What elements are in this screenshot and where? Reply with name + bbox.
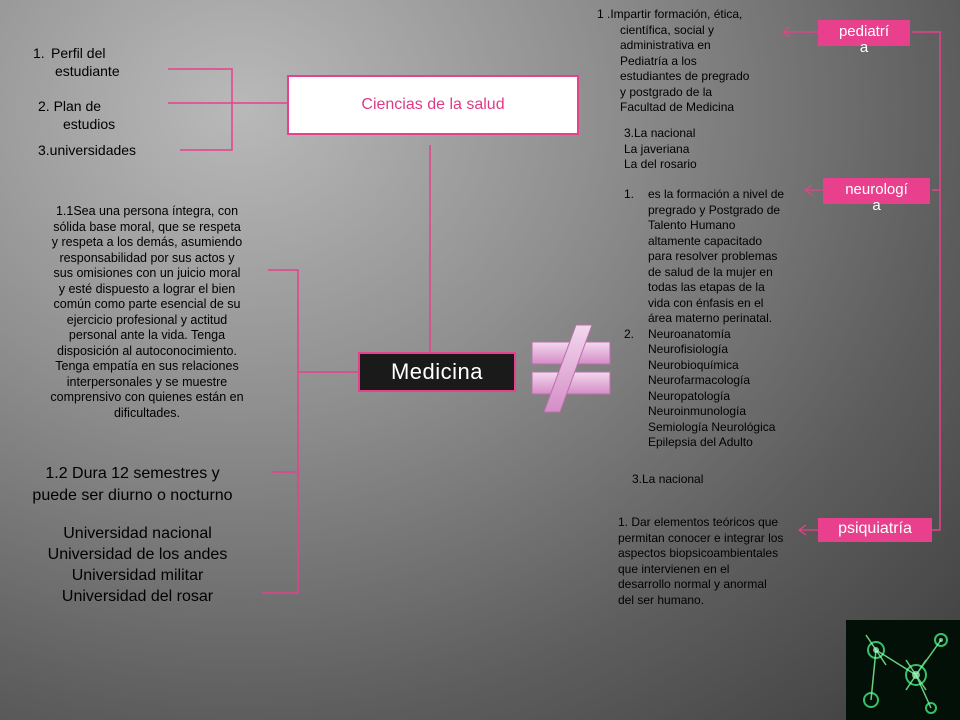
ciencias-de-la-salud-node[interactable]: Ciencias de la salud (287, 75, 579, 135)
neurologia-objective-line: Talento Humano (648, 218, 736, 232)
psiquiatria-objective-line: permitan conocer e integrar los (618, 530, 784, 545)
university-item: Universidad de los andes (47, 546, 228, 563)
neurologia-node[interactable] (823, 178, 930, 214)
item-plan-label-2: estudios (63, 116, 116, 132)
pediatria-objective-line: Pediatría a los (620, 53, 697, 68)
neuro-num-2: 2. (624, 326, 635, 341)
pediatria-universities (624, 126, 774, 173)
left-bracket (168, 69, 232, 150)
perfil-line: responsabilidad por sus actos y (59, 250, 235, 265)
not-equal-icon (532, 325, 610, 412)
neurologia-label-2: a (872, 197, 881, 214)
perfil-line: 1.1Sea una persona íntegra, con (55, 204, 239, 218)
item-plan-label: 2. Plan de (38, 98, 102, 114)
perfil-line: y esté dispuesto a lograr el bien (58, 281, 236, 296)
neurologia-subject-line: Neuropatología (648, 388, 731, 403)
university-item: Universidad militar (71, 567, 204, 584)
green-cells-image (846, 620, 960, 720)
neurologia-objective-line: vida con énfasis en el (648, 295, 764, 310)
pediatria-objective-line: 1 .Impartir formación, ética, (597, 7, 743, 21)
neurologia-objective (648, 187, 784, 327)
perfil-line: comprensivo con quienes están en (50, 390, 244, 404)
neurologia-subjects (648, 327, 775, 451)
neurologia-objective-line: área materno perinatal. (648, 311, 773, 325)
item-perfil-label-2: estudiante (55, 63, 120, 79)
perfil-line: disposición al autoconocimiento. (57, 343, 237, 358)
university-item: Universidad nacional (63, 525, 212, 542)
pediatria-university-line: La del rosario (624, 157, 697, 171)
neurologia-subject-line: Neurofisiología (648, 342, 729, 356)
neurologia-objective-line: para resolver problemas (648, 249, 778, 263)
left-list-item-perfil (33, 44, 120, 80)
perfil-line: interpersonales y se muestre (66, 374, 228, 389)
neurologia-label: neurologí (845, 181, 908, 198)
psiquiatria-node[interactable]: psiquiatría (818, 518, 932, 542)
neurologia-university: 3.La nacional (632, 472, 704, 486)
neurologia-objective-line: es la formación a nivel de (648, 187, 785, 201)
right-bracket (912, 32, 940, 530)
psiquiatria-objective-line: del ser humano. (618, 592, 705, 607)
perfil-line: ejercicio profesional y actitud (66, 312, 228, 327)
perfil-line: personal ante la vida. Tenga (68, 328, 226, 342)
perfil-line: y respeta a los demás, asumiendo (51, 235, 243, 249)
pediatria-objective-line: estudiantes de pregrado (620, 69, 750, 83)
perfil-line: común como parte esencial de su (53, 297, 241, 311)
psiquiatria-objective-line: aspectos biopsicoambientales (618, 546, 779, 560)
pediatria-university-line: 3.La nacional (624, 126, 696, 140)
pediatria-label-2: a (859, 39, 869, 56)
neurologia-subject-line: Neurofarmacología (648, 373, 751, 387)
pediatria-objective (597, 7, 777, 116)
university-item: Universidad del rosar (61, 588, 214, 605)
psiquiatria-objective (618, 515, 803, 608)
neuro-num-1: 1. (624, 187, 635, 201)
universidades-list (15, 523, 260, 607)
list-num-1: 1. (33, 45, 45, 61)
duracion-line-1: 1.2 Dura 12 semestres y (45, 465, 220, 482)
neurologia-subject-line: Neuroanatomía (648, 326, 731, 341)
perfil-line: sus omisiones con un juicio moral (53, 266, 241, 280)
pediatria-objective-line: científica, social y (620, 22, 715, 37)
pediatria-objective-line: administrativa en (620, 38, 711, 52)
perfil-line: Tenga empatía en sus relaciones (55, 359, 239, 373)
neurologia-objective-line: pregrado y Postgrado de (648, 202, 781, 217)
pediatria-node[interactable] (818, 20, 910, 56)
perfil-line: dificultades. (113, 405, 180, 420)
neurologia-objective-line: altamente capacitado (648, 233, 763, 248)
duracion-text (0, 463, 265, 507)
psiquiatria-objective-line: que intervienen en el (618, 561, 730, 576)
neurologia-subject-line: Neurobioquímica (648, 357, 739, 372)
neurologia-objective-line: de salud de la mujer en (648, 264, 773, 279)
psiquiatria-objective-line: 1. Dar elementos teóricos que (618, 515, 779, 529)
item-perfil-label: Perfil del (51, 45, 106, 61)
pediatria-label: pediatrí (838, 23, 890, 40)
perfil-description (22, 204, 272, 421)
neurologia-subject-line: Neuroinmunología (648, 404, 747, 418)
perfil-line: sólida base moral, que se respeta (53, 219, 241, 234)
neurologia-content (624, 187, 804, 451)
psiquiatria-objective-line: desarrollo normal y anormal (618, 577, 767, 591)
pediatria-objective-line: y postgrado de la (620, 84, 713, 99)
pediatria-university-line: La javeriana (624, 141, 690, 156)
medicina-node[interactable]: Medicina (358, 352, 516, 392)
neurologia-subject-line: Epilepsia del Adulto (648, 435, 753, 449)
left-list-item-plan (38, 97, 115, 133)
left-list-item-universidades: 3.universidades (38, 142, 137, 158)
neurologia-subject-line: Semiología Neurológica (648, 419, 776, 434)
duracion-line-2: puede ser diurno o nocturno (32, 487, 233, 504)
neurologia-objective-line: todas las etapas de la (648, 280, 765, 294)
pediatria-objective-line: Facultad de Medicina (620, 100, 735, 114)
